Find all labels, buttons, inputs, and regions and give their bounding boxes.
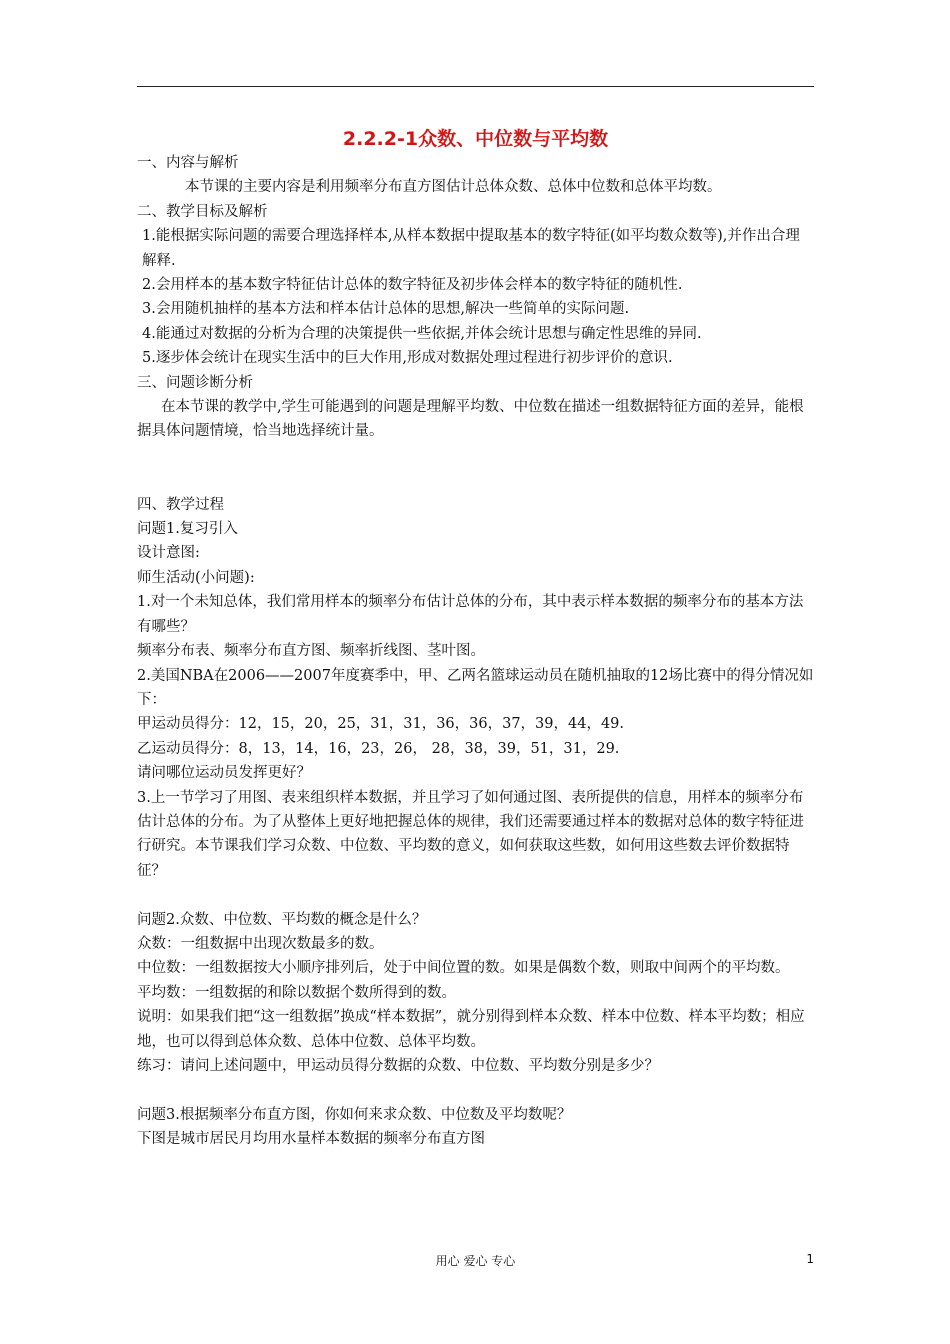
mode-definition: 众数：一组数据中出现次数最多的数。 <box>137 935 384 952</box>
objective-item: 2.会用样本的基本数字特征估计总体的数字特征及初步体会样本的数字特征的随机性. <box>142 277 683 294</box>
document-title: 2.2.2-1众数、中位数与平均数 <box>342 128 609 150</box>
document-body <box>137 151 814 1152</box>
section-4-heading: 四、教学过程 <box>137 496 224 513</box>
question-1-part-2: 2.美国NBA在2006——2007年度赛季中，甲、乙两名篮球运动员在随机抽取的12场比赛中的得分情况如下： <box>137 667 814 708</box>
teacher-student-activity: 师生活动(小问题): <box>137 569 255 586</box>
objective-item: 3.会用随机抽样的基本方法和样本估计总体的思想,解决一些简单的实际问题. <box>142 301 630 318</box>
question-3-text: 下图是城市居民月均用水量样本数据的频率分布直方图 <box>137 1131 485 1148</box>
explanation-note: 说明：如果我们把“这一组数据”换成“样本数据”，就分别得到样本众数、样本中位数、样本平均数；相应地，也可以得到总体众数、总体中位数、总体平均数。 <box>137 1009 805 1050</box>
objective-item: 5.逐步体会统计在现实生活中的巨大作用,形成对数据处理过程进行初步评价的意识. <box>142 350 673 367</box>
section-1-text: 本节课的主要内容是利用频率分布直方图估计总体众数、总体中位数和总体平均数。 <box>185 179 722 196</box>
mean-definition: 平均数：一组数据的和除以数据个数所得到的数。 <box>137 984 456 1001</box>
player-a-scores: 甲运动员得分：12，15，20，25，31，31，36，36，37，39，44，49. <box>137 716 625 733</box>
footer-motto: 用心 爱心 专心 <box>435 1254 516 1268</box>
page-number: 1 <box>806 1252 814 1266</box>
header-rule <box>137 86 814 87</box>
section-3-text: 在本节课的教学中,学生可能遇到的问题是理解平均数、中位数在描述一组数据特征方面的差异，能根据具体问题情境，恰当地选择统计量。 <box>137 399 804 440</box>
question-1-part-1-answer: 频率分布表、频率分布直方图、频率折线图、茎叶图。 <box>137 643 485 660</box>
question-1-part-3: 3.上一节学习了用图、表来组织样本数据，并且学习了如何通过图、表所提供的信息，用样本的频率分布估计总体的分布。为了从整体上更好地把握总体的规律，我们还需要通过样本的数据对总体的数字特征进行研究。本节课我们学习众数、中位数、平均数的意义，如何获取这些数，如何用这些数去评价数据特征？ <box>137 789 804 879</box>
median-definition: 中位数：一组数据按大小顺序排列后，处于中间位置的数。如果是偶数个数，则取中间两个的平均数。 <box>137 960 790 977</box>
question-2-title: 问题2.众数、中位数、平均数的概念是什么？ <box>137 911 427 928</box>
objective-item: 4.能通过对数据的分析为合理的决策提供一些依据,并体会统计思想与确定性思维的异同. <box>142 325 702 342</box>
design-intent: 设计意图: <box>137 545 200 562</box>
question-1-title: 问题1.复习引入 <box>137 521 238 538</box>
exercise: 练习：请问上述问题中，甲运动员得分数据的众数、中位数、平均数分别是多少？ <box>137 1058 659 1074</box>
question-1-part-1: 1.对一个未知总体，我们常用样本的频率分布估计总体的分布，其中表示样本数据的频率分布的基本方法有哪些？ <box>137 594 804 635</box>
objective-item: 1.能根据实际问题的需要合理选择样本,从样本数据中提取基本的数字特征(如平均数众数等),并作出合理解释. <box>142 228 800 269</box>
question-1-part-2-ask: 请问哪位运动员发挥更好？ <box>137 765 311 782</box>
player-b-scores: 乙运动员得分：8，13，14，16，23，26， 28，38，39，51，31，29. <box>137 740 620 757</box>
section-1-heading: 一、内容与解析 <box>137 155 239 171</box>
section-3-heading: 三、问题诊断分析 <box>137 374 253 391</box>
question-3-title: 问题3.根据频率分布直方图，你如何来求众数、中位数及平均数呢？ <box>137 1106 572 1123</box>
section-2-heading: 二、教学目标及解析 <box>137 203 268 220</box>
